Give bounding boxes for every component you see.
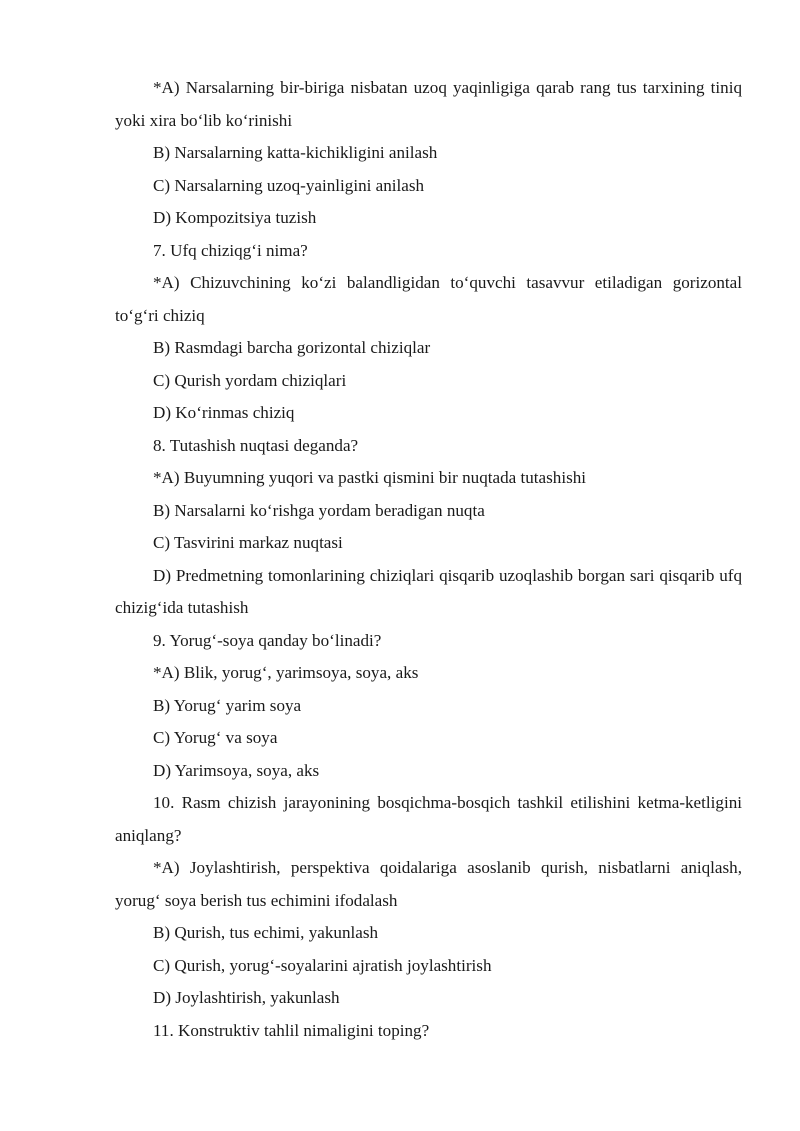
answer-option: D) Joylashtirish, yakunlash: [153, 988, 340, 1007]
question: 11. Konstruktiv tahlil nimaligini toping?: [153, 1020, 430, 1040]
question: 9. Yorug‘-soya qanday bo‘linadi?: [153, 630, 382, 650]
answer-option: B) Narsalarning katta-kichikligini anilash: [153, 143, 438, 162]
answer-option: *A) Joylashtirish, perspektiva qoidalariga asoslanib qurish, nisbatlarni aniqlash, yorug‘ soya berish tus echimini ifodalash: [115, 858, 742, 910]
answer-option: *A) Narsalarning bir-biriga nisbatan uzoq yaqinligiga qarab rang tus tarxining tiniq yoki xira bo‘lib ko‘rinishi: [115, 78, 742, 130]
answer-option: *A) Chizuvchining ko‘zi balandligidan to‘quvchi tasavvur etiladigan gorizontal to‘g‘ri chiziq: [115, 273, 742, 325]
question: 10. Rasm chizish jarayonining bosqichma-bosqich tashkil etilishini ketma-ketligini aniqlang?: [115, 793, 742, 845]
answer-option: C) Narsalarning uzoq-yainligini anilash: [153, 175, 425, 195]
answer-option: D) Yarimsoya, soya, aks: [153, 760, 320, 780]
answer-option: *A) Blik, yorug‘, yarimsoya, soya, aks: [153, 663, 419, 682]
answer-option: D) Ko‘rinmas chiziq: [153, 403, 295, 422]
question: 7. Ufq chiziqg‘i nima?: [153, 240, 308, 260]
answer-option: D) Predmetning tomonlarining chiziqlari qisqarib uzoqlashib borgan sari qisqarib ufq chizig‘ida tutashish: [115, 565, 742, 617]
answer-option: C) Qurish yordam chiziqlari: [153, 370, 347, 390]
question: 8. Tutashish nuqtasi deganda?: [153, 435, 359, 455]
answer-option: D) Kompozitsiya tuzish: [153, 208, 317, 227]
answer-option: C) Qurish, yorug‘-soyalarini ajratish joylashtirish: [153, 955, 492, 975]
answer-option: B) Qurish, tus echimi, yakunlash: [153, 923, 379, 942]
answer-option: B) Yorug‘ yarim soya: [153, 695, 302, 715]
answer-option: C) Tasvirini markaz nuqtasi: [153, 533, 343, 552]
answer-option: C) Yorug‘ va soya: [153, 728, 278, 747]
answer-option: B) Narsalarni ko‘rishga yordam beradigan nuqta: [153, 500, 485, 520]
answer-option: B) Rasmdagi barcha gorizontal chiziqlar: [153, 338, 431, 357]
answer-option: *A) Buyumning yuqori va pastki qismini bir nuqtada tutashishi: [153, 468, 587, 487]
page-content: [115, 72, 742, 1047]
